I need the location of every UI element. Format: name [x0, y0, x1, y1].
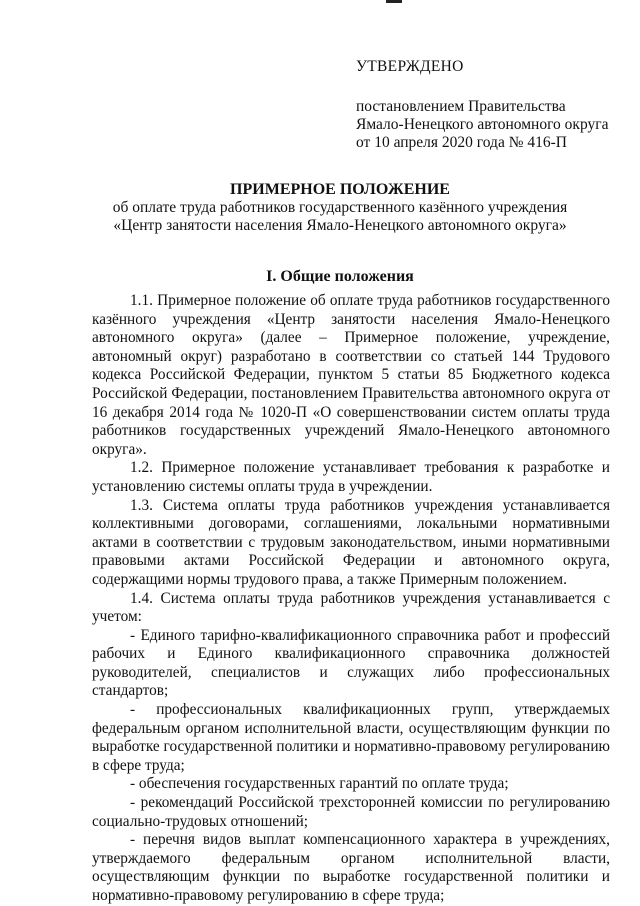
title-subline: «Центр занятости населения Ямало-Ненецкого автономного округа»	[113, 217, 567, 234]
paragraph: 1.1. Примерное положение об оплате труда работников государственного казённого учреждения «Центр занятости населения Ямало-Ненецкого автономного округа» (далее – Примерное положение, учреждение, автономный округ) разработано в соответствии со статьей 144 Трудового кодекса Российской Федерации, пунктом 5 статьи 85 Бюджетного кодекса Российской Федерации, постановлением Правительства автономного округа от 16 декабря 2014 года № 1020-П «О совершенствовании систем оплаты труда работников государственных учреждений Ямало-Ненецкого автономного округа».	[92, 292, 610, 458]
paragraph: 1.3. Система оплаты труда работников учреждения устанавливается коллективными договорами, соглашениями, локальными нормативными актами в соответствии с трудовым законодательством, иными нормативными правовыми актами Российской Федерации и автономного округа, содержащими нормы трудового права, а также Примерным положением.	[92, 496, 610, 588]
approval-line: от 10 апреля 2020 года № 416-П	[356, 134, 567, 151]
title-main: ПРИМЕРНОЕ ПОЛОЖЕНИЕ	[230, 181, 450, 198]
paragraph: 1.4. Система оплаты труда работников учреждения устанавливается с учетом:	[92, 589, 610, 626]
approval-line: постановлением Правительства	[356, 98, 566, 115]
document-body	[92, 292, 610, 906]
list-item: - рекомендаций Российской трехсторонней комиссии по регулированию социально-трудовых отношений;	[92, 794, 610, 830]
approval-line: Ямало-Ненецкого автономного округа	[356, 116, 609, 133]
page-edge-mark	[386, 0, 402, 3]
approval-heading: УТВЕРЖДЕНО	[356, 58, 464, 75]
list-item: - обеспечения государственных гарантий по оплате труда;	[130, 775, 509, 793]
list-item: - перечня видов выплат компенсационного характера в учреждениях, утверждаемого федеральным органом исполнительной власти, осуществляющим функции по выработке государственной политики и нормативно-правовому регулированию в сфере труда;	[92, 831, 610, 904]
title-subline: об оплате труда работников государственного казённого учреждения	[112, 199, 568, 216]
approval-stamp	[356, 58, 608, 152]
paragraph: 1.2. Примерное положение устанавливает требования к разработке и установлению системы оплаты труда в учреждении.	[92, 459, 610, 495]
section-heading: I. Общие положения	[266, 268, 414, 285]
list-item: - Единого тарифно-квалификационного справочника работ и профессий рабочих и Единого квалификационного справочника должностей руководителей, специалистов и служащих либо профессиональных стандартов;	[92, 626, 610, 700]
list-item: - профессиональных квалификационных групп, утверждаемых федеральным органом исполнительной власти, осуществляющим функции по выработке государственной политики и нормативно-правовому регулированию в сфере труда;	[92, 701, 610, 774]
document-title	[80, 181, 600, 235]
